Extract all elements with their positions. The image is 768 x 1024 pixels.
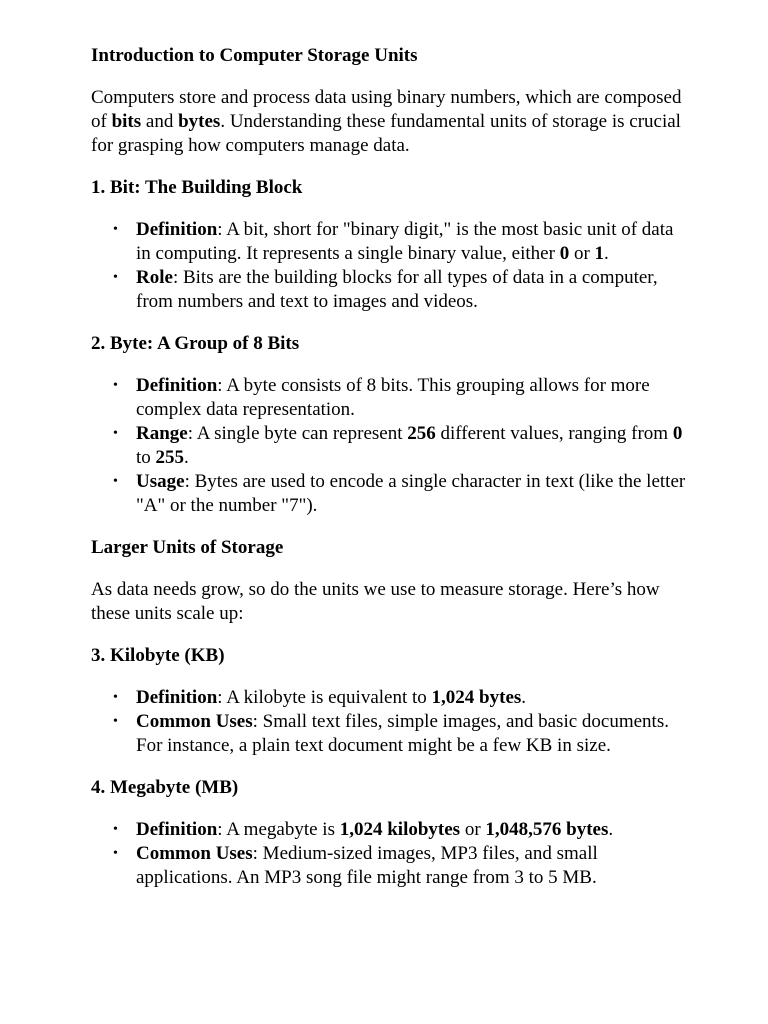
item-text: : A single byte can represent <box>187 423 408 444</box>
megabyte-list <box>91 818 691 890</box>
item-text: : Small text files, simple images, and basic documents. For instance, a plain text document might be a few KB in size. <box>136 711 669 756</box>
item-text: : A kilobyte is equivalent to <box>217 687 432 708</box>
item-text: . <box>608 819 614 840</box>
bullet-icon: • <box>113 714 118 729</box>
bullet-icon: • <box>113 822 118 837</box>
value-max: 255 <box>155 447 185 468</box>
document-page <box>91 44 691 908</box>
item-text: to <box>136 447 156 468</box>
term-label: Definition <box>136 375 218 396</box>
list-item <box>113 374 691 422</box>
item-text: . <box>184 447 189 468</box>
section-heading-megabyte: 4. Megabyte (MB) <box>91 777 239 798</box>
intro-bits-term: bits <box>111 111 142 132</box>
item-text: : A megabyte is <box>217 819 340 840</box>
document-title: Introduction to Computer Storage Units <box>91 45 418 66</box>
term-label: Role <box>136 267 173 288</box>
item-text: or <box>460 819 486 840</box>
value-bytes: 1,048,576 bytes <box>485 819 609 840</box>
bullet-icon: • <box>113 378 118 393</box>
value-min: 0 <box>672 423 683 444</box>
bullet-icon: • <box>113 690 118 705</box>
value-one: 1 <box>594 243 605 264</box>
item-text: or <box>569 243 595 264</box>
item-text: : Bytes are used to encode a single character in text (like the letter "A" or the number "7"). <box>136 471 686 516</box>
term-label: Common Uses <box>136 711 253 732</box>
section-heading-byte: 2. Byte: A Group of 8 Bits <box>91 333 300 354</box>
term-label: Usage <box>136 471 185 492</box>
term-label: Definition <box>136 219 218 240</box>
intro-bytes-term: bytes <box>178 111 221 132</box>
bullet-icon: • <box>113 222 118 237</box>
item-text: : A bit, short for "binary digit," is the most basic unit of data in computing. It represents a single binary value, either <box>136 219 674 264</box>
bullet-icon: • <box>113 270 118 285</box>
list-item <box>113 818 691 842</box>
item-text: : A byte consists of 8 bits. This grouping allows for more complex data representation. <box>136 375 650 420</box>
list-item <box>113 218 691 266</box>
value-bytes: 1,024 bytes <box>431 687 522 708</box>
list-item <box>113 266 691 314</box>
item-text: different values, ranging from <box>435 423 673 444</box>
item-text: : Medium-sized images, MP3 files, and small applications. An MP3 song file might range from 3 to 5 MB. <box>136 843 598 888</box>
value-kilobytes: 1,024 kilobytes <box>339 819 461 840</box>
byte-list <box>91 374 691 518</box>
intro-and: and <box>141 111 179 132</box>
intro-text-1: Computers store and process data using binary numbers, which are composed of <box>91 87 682 132</box>
larger-units-paragraph: As data needs grow, so do the units we use to measure storage. Here’s how these units scale up: <box>91 579 660 624</box>
section-heading-bit: 1. Bit: The Building Block <box>91 177 303 198</box>
list-item <box>113 686 691 710</box>
list-item <box>113 470 691 518</box>
term-label: Definition <box>136 819 218 840</box>
section-heading-kilobyte: 3. Kilobyte (KB) <box>91 645 225 666</box>
section-heading-larger-units: Larger Units of Storage <box>91 537 284 558</box>
list-item <box>113 842 691 890</box>
kilobyte-list <box>91 686 691 758</box>
intro-paragraph <box>91 86 691 158</box>
list-item <box>113 422 691 470</box>
bullet-icon: • <box>113 846 118 861</box>
value-zero: 0 <box>559 243 570 264</box>
value-count: 256 <box>407 423 436 444</box>
list-item <box>113 710 691 758</box>
term-label: Range <box>136 423 188 444</box>
bullet-icon: • <box>113 426 118 441</box>
bullet-icon: • <box>113 474 118 489</box>
item-text: . <box>604 243 609 264</box>
term-label: Common Uses <box>136 843 253 864</box>
item-text: : Bits are the building blocks for all types of data in a computer, from numbers and text to images and videos. <box>136 267 658 312</box>
term-label: Definition <box>136 687 218 708</box>
item-text: . <box>521 687 527 708</box>
intro-text-2: . Understanding these fundamental units of storage is crucial for grasping how computers manage data. <box>91 111 681 156</box>
bit-list <box>91 218 691 314</box>
